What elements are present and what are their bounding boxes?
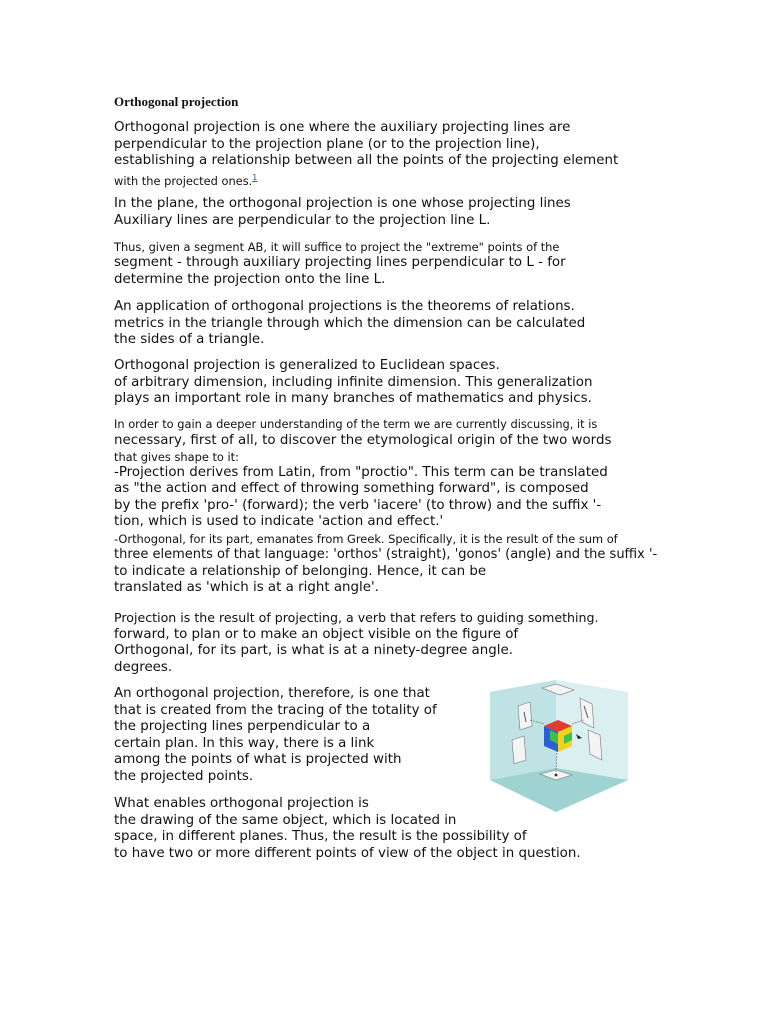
text-line: determine the projection onto the line L.: [114, 271, 386, 287]
text-line: An application of orthogonal projections is the theorems of relations.: [114, 299, 575, 314]
footnote-link[interactable]: 1: [252, 172, 258, 182]
paragraph-orthogonal-summary: [114, 686, 437, 786]
text-line: among the points of what is projected with: [114, 752, 402, 768]
text-line: that gives shape to it:: [114, 449, 239, 464]
text-line: the projected points.: [114, 768, 254, 784]
text-line: certain plan. In this way, there is a link: [114, 735, 375, 751]
paragraph-definition: [114, 120, 618, 189]
text-line: space, in different planes. Thus, the result is the possibility of: [114, 829, 527, 845]
text-line: by the prefix 'pro-' (forward); the verb 'iacere' (to throw) and the suffix '-: [114, 497, 602, 513]
text-line: metrics in the triangle through which the dimension can be calculated: [114, 315, 586, 331]
paragraph-generalization: [114, 358, 592, 408]
text-line: Projection is the result of projecting, a verb that refers to guiding something.: [114, 610, 599, 625]
text-line: Orthogonal projection is generalized to Euclidean spaces.: [114, 358, 500, 373]
text-line: to have two or more different points of view of the object in question.: [114, 845, 581, 861]
text-line: Orthogonal projection is one where the auxiliary projecting lines are: [114, 120, 571, 135]
text-line: What enables orthogonal projection is: [114, 796, 369, 811]
text-line: with the projected ones.: [114, 173, 253, 188]
paragraph-plane: [114, 196, 571, 229]
text-line: the drawing of the same object, which is located in: [114, 812, 457, 828]
text-line: establishing a relationship between all the points of the projecting element: [114, 153, 619, 169]
text-line: translated as 'which is at a right angle'.: [114, 580, 379, 596]
left-lower-projection-panel: [512, 736, 526, 764]
paragraph-projection-meaning: [114, 610, 599, 676]
text-line: Auxiliary lines are perpendicular to the projection line L.: [114, 212, 491, 228]
text-line: -Projection derives from Latin, from "proctio". This term can be translated: [114, 464, 608, 480]
paragraph-segment: [114, 239, 566, 288]
text-line: the sides of a triangle.: [114, 332, 265, 348]
text-line: to indicate a relationship of belonging. Hence, it can be: [114, 563, 487, 579]
text-line: as "the action and effect of throwing something forward", is composed: [114, 481, 589, 497]
text-line: degrees.: [114, 659, 173, 675]
text-line: -Orthogonal, for its part, emanates from Greek. Specifically, it is the result of the sum of: [114, 531, 618, 546]
paragraph-application: [114, 299, 585, 349]
text-line: perpendicular to the projection plane (or to the projection line),: [114, 136, 540, 152]
text-line: In order to gain a deeper understanding of the term we are currently discussing, it is: [114, 417, 598, 431]
text-line: three elements of that language: 'orthos' (straight), 'gonos' (angle) and the suffix '-: [114, 546, 658, 562]
text-line: In the plane, the orthogonal projection is one whose projecting lines: [114, 196, 571, 211]
projection-cube-illustration: [484, 680, 634, 812]
text-line: Orthogonal, for its part, is what is at a ninety-degree angle.: [114, 643, 513, 659]
text-line: plays an important role in many branches of mathematics and physics.: [114, 391, 592, 407]
text-line: tion, which is used to indicate 'action and effect.': [114, 514, 444, 530]
text-line: Thus, given a segment AB, it will suffice to project the "extreme" points of the: [114, 240, 560, 254]
document-title: Orthogonal projection: [114, 94, 239, 109]
text-line: the projecting lines perpendicular to a: [114, 719, 371, 735]
text-line: segment - through auxiliary projecting lines perpendicular to L - for: [114, 255, 566, 270]
text-line: forward, to plan or to make an object visible on the figure of: [114, 626, 519, 642]
text-line: of arbitrary dimension, including infinite dimension. This generalization: [114, 374, 593, 390]
text-line: An orthogonal projection, therefore, is one that: [114, 686, 430, 701]
paragraph-etymology: [114, 416, 657, 597]
text-line: necessary, first of all, to discover the etymological origin of the two words: [114, 433, 612, 448]
text-line: that is created from the tracing of the totality of: [114, 702, 437, 718]
